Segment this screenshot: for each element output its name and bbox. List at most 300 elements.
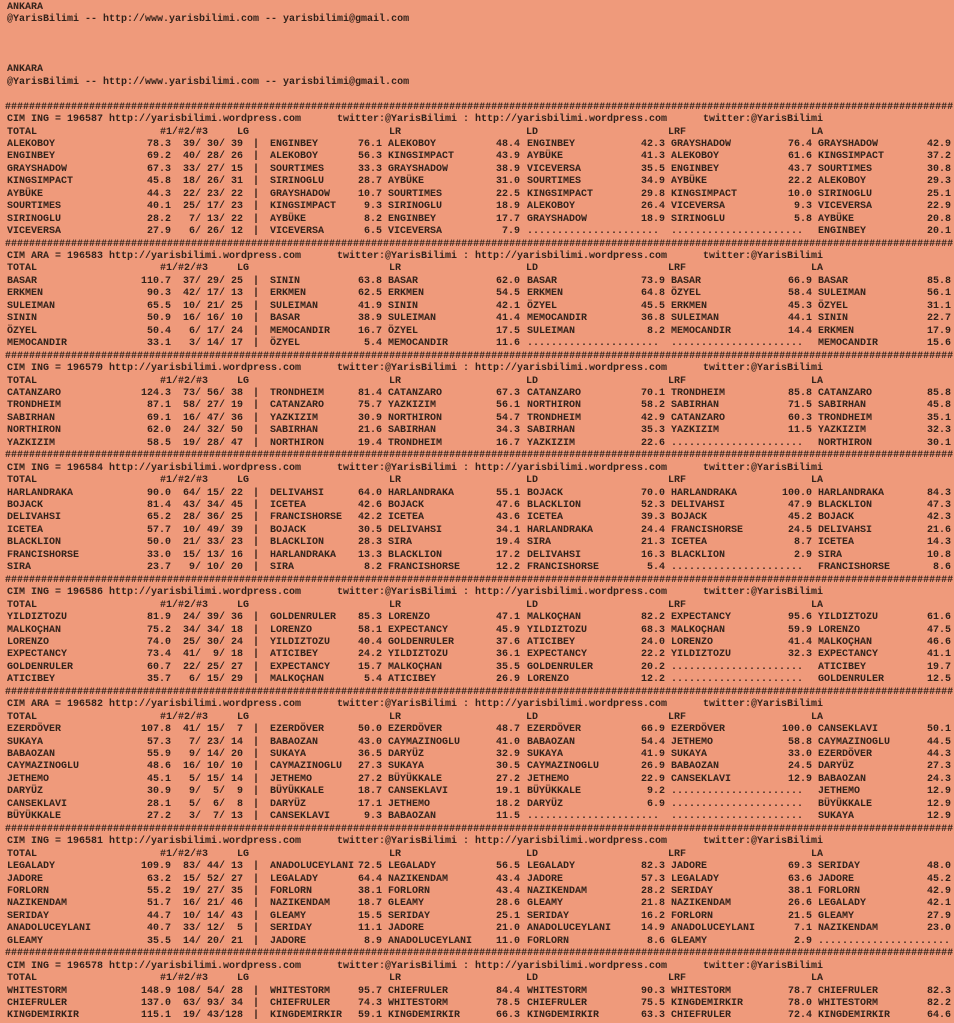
column-header-lr: LR bbox=[389, 973, 402, 985]
pipe-divider: | bbox=[253, 724, 260, 736]
separator-hashes: ############################################################################################################################################################## bbox=[5, 686, 954, 698]
horse-name: ALEKOBOY bbox=[7, 138, 56, 150]
lg-value: 43.0 bbox=[357, 736, 382, 748]
total-value: 115.1 bbox=[140, 1010, 171, 1022]
total-value: 44.3 bbox=[146, 188, 171, 200]
lrf-value: 26.6 bbox=[787, 898, 812, 910]
la-value: 47.5 bbox=[926, 624, 951, 636]
la-value: 50.1 bbox=[926, 724, 951, 736]
lrf-horse-name: FORLORN bbox=[671, 910, 714, 922]
byline-text: @YarisBilimi -- http://www.yarisbilimi.com -- yarisbilimi@gmail.com bbox=[7, 14, 410, 26]
city-label: ANKARA bbox=[7, 2, 44, 13]
ld-value: 18.9 bbox=[640, 213, 665, 225]
pipe-divider: | bbox=[253, 749, 260, 760]
la-horse-name: BASAR bbox=[818, 275, 849, 287]
la-value: 8.6 bbox=[932, 562, 951, 574]
lr-horse-name: GLEAMY bbox=[388, 898, 425, 910]
lrf-value: 12.9 bbox=[787, 773, 812, 785]
column-header-line bbox=[0, 475, 954, 488]
data-row bbox=[0, 998, 954, 1011]
total-value: 27.2 bbox=[146, 811, 171, 823]
total-value: 74.0 bbox=[146, 636, 171, 648]
ld-horse-name: JADORE bbox=[527, 873, 564, 885]
ld-horse-name: SERIDAY bbox=[527, 910, 570, 922]
horse-name: YILDIZTOZU bbox=[7, 612, 68, 624]
horse-name: LORENZO bbox=[7, 636, 50, 648]
la-value: 35.1 bbox=[926, 412, 951, 424]
data-row bbox=[0, 214, 954, 227]
pipe-divider: | bbox=[253, 549, 260, 561]
race-id-and-site: CIM ING = 196586 http://yarisbilimi.wordpress.com bbox=[7, 587, 302, 599]
lr-horse-name: CHIEFRULER bbox=[388, 985, 449, 997]
data-row bbox=[0, 512, 954, 525]
lrf-horse-name: AYBÜKE bbox=[671, 176, 708, 188]
lg-horse-name: LORENZO bbox=[270, 624, 313, 636]
lg-horse-name: MALKOÇHAN bbox=[270, 674, 325, 686]
lrf-value: 9.3 bbox=[793, 201, 812, 213]
la-horse-name: ICETEA bbox=[818, 537, 855, 549]
race-id-and-site: CIM ING = 196578 http://yarisbilimi.wordpress.com bbox=[7, 960, 302, 972]
lg-value: 72.5 bbox=[357, 861, 382, 873]
rank-counts: 19/ 28/ 47 bbox=[182, 437, 243, 449]
ld-horse-name: BABAOZAN bbox=[527, 736, 576, 748]
pipe-divider: | bbox=[253, 412, 260, 424]
lrf-value: 59.9 bbox=[787, 624, 812, 636]
lg-horse-name: DELIVAHSI bbox=[270, 487, 325, 499]
total-value: 33.1 bbox=[146, 338, 171, 350]
lr-value: 37.6 bbox=[495, 636, 520, 648]
rank-counts: 83/ 44/ 13 bbox=[182, 861, 243, 873]
data-row bbox=[0, 637, 954, 650]
ld-value: 26.9 bbox=[640, 761, 665, 773]
lr-horse-name: BLACKLION bbox=[388, 549, 443, 561]
city-label: ANKARA bbox=[7, 64, 44, 76]
lg-horse-name: NAZIKENDAM bbox=[270, 898, 331, 910]
lr-value: 31.0 bbox=[495, 176, 520, 188]
lr-value: 19.4 bbox=[495, 537, 520, 549]
lrf-value: 14.4 bbox=[787, 325, 812, 337]
lr-value: 35.5 bbox=[495, 661, 520, 673]
rank-counts: 24/ 32/ 50 bbox=[182, 425, 243, 437]
lg-value: 24.2 bbox=[357, 649, 382, 661]
data-row bbox=[0, 301, 954, 314]
data-row bbox=[0, 525, 954, 538]
rank-counts: 41/ 15/ 7 bbox=[182, 724, 243, 736]
rank-counts: 33/ 12/ 5 bbox=[182, 923, 243, 935]
lr-horse-name: BÜYÜKKALE bbox=[388, 773, 443, 785]
ld-horse-name: SUKAYA bbox=[527, 749, 564, 760]
horse-name: SIRA bbox=[7, 562, 32, 574]
lrf-value: 43.7 bbox=[787, 163, 812, 175]
data-row bbox=[0, 164, 954, 177]
pipe-divider: | bbox=[253, 138, 260, 150]
lrf-value: 58.8 bbox=[787, 736, 812, 748]
lr-horse-name: FORLORN bbox=[388, 885, 431, 897]
lr-horse-name: SININ bbox=[388, 300, 419, 312]
lg-value: 41.9 bbox=[357, 300, 382, 312]
ld-value: 52.3 bbox=[640, 500, 665, 511]
ld-horse-name: GOLDENRULER bbox=[527, 661, 594, 673]
rank-counts: 63/ 93/ 34 bbox=[182, 998, 243, 1009]
column-header-total: TOTAL bbox=[7, 126, 38, 138]
column-header-lrf: LRF bbox=[668, 711, 687, 723]
ld-value: 42.3 bbox=[640, 138, 665, 150]
ld-value: 66.9 bbox=[640, 724, 665, 736]
pipe-divider: | bbox=[253, 1010, 260, 1022]
lg-value: 64.4 bbox=[357, 873, 382, 885]
la-horse-name: LORENZO bbox=[818, 624, 861, 636]
lrf-value: 47.9 bbox=[787, 500, 812, 511]
lrf-horse-name: ANADOLUCEYLANI bbox=[671, 923, 756, 935]
lrf-horse-name: ...................... bbox=[671, 811, 804, 823]
lrf-horse-name: ...................... bbox=[671, 786, 804, 798]
total-value: 30.9 bbox=[146, 786, 171, 798]
rank-counts: 10/ 49/ 39 bbox=[182, 524, 243, 536]
total-value: 45.8 bbox=[146, 176, 171, 188]
total-value: 28.2 bbox=[146, 213, 171, 225]
separator-line bbox=[0, 351, 954, 364]
twitter-and-site: twitter:@YarisBilimi : http://yarisbilimi.wordpress.com bbox=[337, 114, 668, 126]
lrf-horse-name: BOJACK bbox=[671, 512, 708, 524]
separator-hashes: ############################################################################################################################################################## bbox=[5, 101, 954, 113]
rank-counts: 19/ 27/ 35 bbox=[182, 885, 243, 897]
rank-counts: 6/ 15/ 29 bbox=[188, 674, 243, 686]
rank-counts: 28/ 36/ 25 bbox=[182, 512, 243, 524]
la-horse-name: SIRINOGLU bbox=[818, 188, 873, 200]
ld-value: 8.2 bbox=[646, 325, 665, 337]
la-horse-name: CANSEKLAVI bbox=[818, 724, 879, 736]
lr-value: 48.7 bbox=[495, 724, 520, 736]
la-horse-name: EXPECTANCY bbox=[818, 649, 879, 661]
total-value: 78.3 bbox=[146, 138, 171, 150]
la-horse-name: SABIRHAN bbox=[818, 400, 867, 412]
pipe-divider: | bbox=[253, 213, 260, 225]
horse-name: JADORE bbox=[7, 873, 44, 885]
total-value: 87.1 bbox=[146, 400, 171, 412]
total-value: 27.9 bbox=[146, 226, 171, 238]
lrf-value: 5.8 bbox=[793, 213, 812, 225]
pipe-divider: | bbox=[253, 201, 260, 213]
ld-horse-name: ENGINBEY bbox=[527, 138, 576, 150]
horse-name: TRONDHEIM bbox=[7, 400, 62, 412]
column-header-ld: LD bbox=[526, 711, 539, 723]
ld-horse-name: DARYÜZ bbox=[527, 798, 564, 810]
ld-value: 90.3 bbox=[640, 985, 665, 997]
total-value: 23.7 bbox=[146, 562, 171, 574]
lr-horse-name: KINGSIMPACT bbox=[388, 151, 455, 163]
lg-horse-name: BLACKLION bbox=[270, 537, 325, 549]
horse-name: SOURTIMES bbox=[7, 201, 62, 213]
lg-value: 56.3 bbox=[357, 151, 382, 163]
lr-value: 11.5 bbox=[495, 811, 520, 823]
lg-value: 76.1 bbox=[357, 138, 382, 150]
twitter-and-site: twitter:@YarisBilimi : http://yarisbilimi.wordpress.com bbox=[337, 587, 668, 599]
pipe-divider: | bbox=[253, 674, 260, 686]
rank-counts: 40/ 28/ 26 bbox=[182, 151, 243, 163]
data-row bbox=[0, 288, 954, 301]
lr-horse-name: BOJACK bbox=[388, 500, 425, 511]
lrf-horse-name: VICEVERSA bbox=[671, 201, 726, 213]
column-header-lr: LR bbox=[389, 126, 402, 138]
la-horse-name: DELIVAHSI bbox=[818, 524, 873, 536]
column-header-lr: LR bbox=[389, 848, 402, 860]
lg-horse-name: KINGSIMPACT bbox=[270, 201, 337, 213]
rank-counts: 10/ 21/ 25 bbox=[182, 300, 243, 312]
lr-horse-name: ÖZYEL bbox=[388, 325, 419, 337]
rank-counts: 42/ 17/ 13 bbox=[182, 288, 243, 300]
data-row bbox=[0, 425, 954, 438]
column-header-ld: LD bbox=[526, 375, 539, 387]
lr-value: 32.9 bbox=[495, 749, 520, 760]
lr-horse-name: ANADOLUCEYLANI bbox=[388, 935, 473, 947]
total-value: 55.9 bbox=[146, 749, 171, 760]
horse-name: YAZKIZIM bbox=[7, 437, 56, 449]
lg-horse-name: JETHEMO bbox=[270, 773, 313, 785]
horse-name: DELIVAHSI bbox=[7, 512, 62, 524]
lg-horse-name: EZERDÖVER bbox=[270, 724, 325, 736]
la-horse-name: ALEKOBOY bbox=[818, 176, 867, 188]
data-row bbox=[0, 400, 954, 413]
ld-horse-name: ICETEA bbox=[527, 512, 564, 524]
la-horse-name: JADORE bbox=[818, 873, 855, 885]
data-row bbox=[0, 936, 954, 949]
data-row bbox=[0, 612, 954, 625]
lrf-horse-name: BLACKLION bbox=[671, 549, 726, 561]
pipe-divider: | bbox=[253, 786, 260, 798]
column-header-line bbox=[0, 263, 954, 276]
lr-value: 11.6 bbox=[495, 338, 520, 350]
lr-value: 45.9 bbox=[495, 624, 520, 636]
la-horse-name: CHIEFRULER bbox=[818, 985, 879, 997]
lrf-horse-name: ...................... bbox=[671, 562, 804, 574]
lg-value: 13.3 bbox=[357, 549, 382, 561]
la-value: 82.2 bbox=[926, 998, 951, 1009]
lr-value: 54.7 bbox=[495, 412, 520, 424]
data-row bbox=[0, 649, 954, 662]
block-header-line bbox=[0, 114, 954, 127]
la-horse-name: WHITESTORM bbox=[818, 998, 879, 1009]
la-value: 32.3 bbox=[926, 425, 951, 437]
lg-value: 17.1 bbox=[357, 798, 382, 810]
pipe-divider: | bbox=[253, 163, 260, 175]
lrf-value: 76.4 bbox=[787, 138, 812, 150]
total-value: 69.2 bbox=[146, 151, 171, 163]
la-horse-name: ...................... bbox=[818, 935, 951, 947]
horse-name: JETHEMO bbox=[7, 773, 50, 785]
lr-horse-name: EXPECTANCY bbox=[388, 624, 449, 636]
lr-horse-name: KINGDEMIRKIR bbox=[388, 1010, 461, 1022]
horse-name: BOJACK bbox=[7, 500, 44, 511]
ld-value: 58.2 bbox=[640, 400, 665, 412]
ld-value: 28.2 bbox=[640, 885, 665, 897]
ld-horse-name: GRAYSHADOW bbox=[527, 213, 588, 225]
lrf-horse-name: ÖZYEL bbox=[671, 288, 702, 300]
pipe-divider: | bbox=[253, 325, 260, 337]
ld-horse-name: CAYMAZINOGLU bbox=[527, 761, 600, 773]
city-line bbox=[0, 64, 954, 77]
separator-hashes: ############################################################################################################################################################## bbox=[5, 823, 954, 835]
la-value: 41.1 bbox=[926, 649, 951, 661]
lr-horse-name: LORENZO bbox=[388, 612, 431, 624]
twitter-and-site: twitter:@YarisBilimi : http://yarisbilimi.wordpress.com bbox=[337, 960, 668, 972]
lr-value: 48.4 bbox=[495, 138, 520, 150]
total-value: 81.4 bbox=[146, 500, 171, 511]
lr-horse-name: CAYMAZINOGLU bbox=[388, 736, 461, 748]
la-horse-name: CAYMAZINOGLU bbox=[818, 736, 891, 748]
twitter-and-site: twitter:@YarisBilimi : http://yarisbilimi.wordpress.com bbox=[337, 462, 668, 474]
block-header-line bbox=[0, 251, 954, 264]
total-value: 81.9 bbox=[146, 612, 171, 624]
pipe-divider: | bbox=[253, 773, 260, 785]
rank-counts: 9/ 14/ 20 bbox=[188, 749, 243, 760]
ld-value: 6.9 bbox=[646, 798, 665, 810]
total-value: 60.7 bbox=[146, 661, 171, 673]
rank-counts: 7/ 13/ 22 bbox=[188, 213, 243, 225]
lg-horse-name: YILDIZTOZU bbox=[270, 636, 331, 648]
horse-name: KINGSIMPACT bbox=[7, 176, 74, 188]
byline-line bbox=[0, 77, 954, 90]
column-header-lg: LG bbox=[237, 599, 250, 611]
la-value: 44.5 bbox=[926, 736, 951, 748]
lrf-horse-name: KINGSIMPACT bbox=[671, 188, 738, 200]
ld-horse-name: CATANZARO bbox=[527, 387, 582, 399]
lrf-horse-name: GLEAMY bbox=[671, 935, 708, 947]
total-value: 35.5 bbox=[146, 935, 171, 947]
la-value: 19.7 bbox=[926, 661, 951, 673]
la-horse-name: CATANZARO bbox=[818, 387, 873, 399]
rank-counts: 15/ 13/ 16 bbox=[182, 549, 243, 561]
data-row bbox=[0, 438, 954, 451]
lrf-horse-name: BASAR bbox=[671, 275, 702, 287]
horse-name: ICETEA bbox=[7, 524, 44, 536]
ld-horse-name: LORENZO bbox=[527, 674, 570, 686]
la-value: 17.9 bbox=[926, 325, 951, 337]
la-value: 12.9 bbox=[926, 811, 951, 823]
byline-line bbox=[0, 14, 954, 27]
column-header-lg: LG bbox=[237, 263, 250, 275]
rank-counts: 9/ 5/ 9 bbox=[188, 786, 243, 798]
lg-horse-name: MEMOCANDIR bbox=[270, 325, 331, 337]
horse-name: SABIRHAN bbox=[7, 412, 56, 424]
lrf-horse-name: CHIEFRULER bbox=[671, 1010, 732, 1022]
lrf-horse-name: DELIVAHSI bbox=[671, 500, 726, 511]
lg-value: 15.5 bbox=[357, 910, 382, 922]
data-row bbox=[0, 886, 954, 899]
lg-horse-name: JADORE bbox=[270, 935, 307, 947]
column-header-lg: LG bbox=[237, 375, 250, 387]
horse-name: HARLANDRAKA bbox=[7, 487, 74, 499]
lg-horse-name: SULEIMAN bbox=[270, 300, 319, 312]
la-horse-name: KINGSIMPACT bbox=[818, 151, 885, 163]
la-value: 25.1 bbox=[926, 188, 951, 200]
la-value: 20.8 bbox=[926, 213, 951, 225]
ld-value: 57.3 bbox=[640, 873, 665, 885]
lg-value: 75.7 bbox=[357, 400, 382, 412]
lrf-horse-name: SULEIMAN bbox=[671, 313, 720, 325]
total-value: 40.1 bbox=[146, 201, 171, 213]
ld-horse-name: NORTHIRON bbox=[527, 400, 582, 412]
ld-horse-name: SIRA bbox=[527, 537, 552, 549]
column-header-la: LA bbox=[811, 375, 824, 387]
la-horse-name: GRAYSHADOW bbox=[818, 138, 879, 150]
rank-counts: 24/ 39/ 36 bbox=[182, 612, 243, 624]
lg-value: 58.1 bbox=[357, 624, 382, 636]
pipe-divider: | bbox=[253, 736, 260, 748]
column-header-lr: LR bbox=[389, 375, 402, 387]
rank-counts: 41/ 9/ 18 bbox=[182, 649, 243, 661]
lrf-horse-name: JADORE bbox=[671, 861, 708, 873]
lg-horse-name: AYBÜKE bbox=[270, 213, 307, 225]
horse-name: SIRINOGLU bbox=[7, 213, 62, 225]
ld-horse-name: ÖZYEL bbox=[527, 300, 558, 312]
ld-value: 45.5 bbox=[640, 300, 665, 312]
twitter-handle: twitter:@YarisBilimi bbox=[703, 251, 824, 262]
lrf-value: 100.0 bbox=[781, 487, 812, 499]
rank-counts: 25/ 30/ 24 bbox=[182, 636, 243, 648]
pipe-divider: | bbox=[253, 151, 260, 163]
pipe-divider: | bbox=[253, 226, 260, 238]
ld-horse-name: AYBÜKE bbox=[527, 151, 564, 163]
column-header-ld: LD bbox=[526, 475, 539, 487]
ld-value: 75.5 bbox=[640, 998, 665, 1009]
lr-value: 56.1 bbox=[495, 400, 520, 412]
pipe-divider: | bbox=[253, 512, 260, 524]
lrf-value: 71.5 bbox=[787, 400, 812, 412]
lg-value: 28.3 bbox=[357, 537, 382, 549]
lr-horse-name: JETHEMO bbox=[388, 798, 431, 810]
ld-value: 73.9 bbox=[640, 275, 665, 287]
ld-horse-name: HARLANDRAKA bbox=[527, 524, 594, 536]
total-value: 50.9 bbox=[146, 313, 171, 325]
lg-value: 74.3 bbox=[357, 998, 382, 1009]
lr-horse-name: BABAOZAN bbox=[388, 811, 437, 823]
column-header-la: LA bbox=[811, 126, 824, 138]
data-row bbox=[0, 674, 954, 687]
rank-counts: 43/ 34/ 45 bbox=[182, 500, 243, 511]
lrf-value: 95.6 bbox=[787, 612, 812, 624]
lr-value: 67.3 bbox=[495, 387, 520, 399]
lr-value: 84.4 bbox=[495, 985, 520, 997]
lrf-horse-name: SABIRHAN bbox=[671, 400, 720, 412]
lg-horse-name: CAYMAZINOGLU bbox=[270, 761, 343, 773]
ld-horse-name: BASAR bbox=[527, 275, 558, 287]
la-value: 64.6 bbox=[926, 1010, 951, 1022]
ld-value: 21.8 bbox=[640, 898, 665, 910]
horse-name: SERIDAY bbox=[7, 910, 50, 922]
la-horse-name: MALKOÇHAN bbox=[818, 636, 873, 648]
lrf-horse-name: KINGDEMIRKIR bbox=[671, 998, 744, 1009]
total-value: 57.7 bbox=[146, 524, 171, 536]
separator-line bbox=[0, 575, 954, 588]
ld-value: 82.3 bbox=[640, 861, 665, 873]
horse-name: NAZIKENDAM bbox=[7, 898, 68, 910]
data-row bbox=[0, 189, 954, 202]
data-row bbox=[0, 898, 954, 911]
lg-value: 38.1 bbox=[357, 885, 382, 897]
ld-horse-name: SOURTIMES bbox=[527, 176, 582, 188]
lg-horse-name: YAZKIZIM bbox=[270, 412, 319, 424]
lg-horse-name: CATANZARO bbox=[270, 400, 325, 412]
lr-horse-name: AYBÜKE bbox=[388, 176, 425, 188]
race-id-and-site: CIM ING = 196587 http://yarisbilimi.wordpress.com bbox=[7, 114, 302, 126]
horse-name: CATANZARO bbox=[7, 387, 62, 399]
data-row bbox=[0, 550, 954, 563]
horse-name: MALKOÇHAN bbox=[7, 624, 62, 636]
column-header-ranks: #1/#2/#3 bbox=[160, 711, 209, 723]
pipe-divider: | bbox=[253, 898, 260, 910]
lrf-horse-name: SUKAYA bbox=[671, 749, 708, 760]
lrf-value: 2.9 bbox=[793, 935, 812, 947]
